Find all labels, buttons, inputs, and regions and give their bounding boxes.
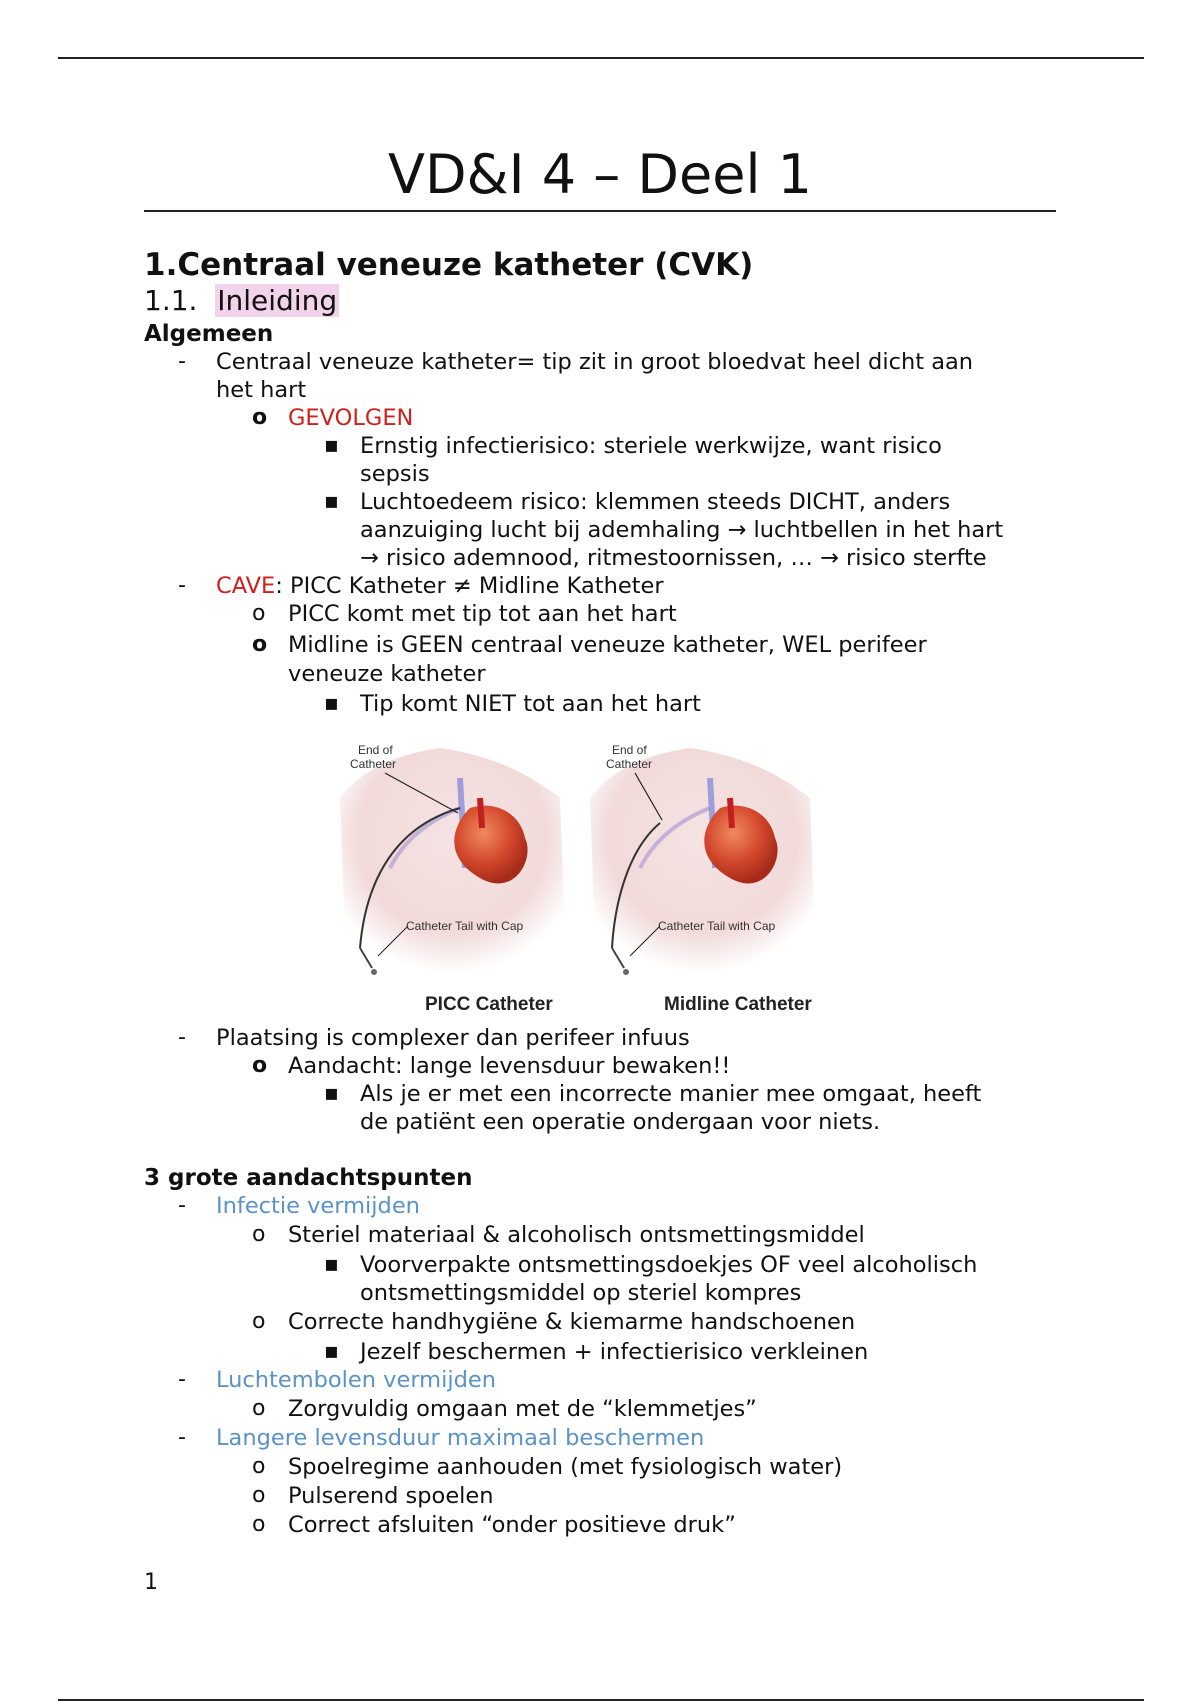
section-1-1-heading bbox=[144, 284, 339, 318]
circle-bullet: o bbox=[252, 1396, 266, 1421]
midline-end-label-1: End of bbox=[612, 743, 647, 757]
circle-bullet: o bbox=[252, 1222, 266, 1247]
cave-label: CAVE bbox=[216, 573, 276, 599]
dash-bullet: - bbox=[178, 1025, 186, 1050]
aandachtspunten-heading: 3 grote aandachtspunten bbox=[144, 1165, 473, 1191]
dash-bullet: - bbox=[178, 573, 186, 598]
infectie-label: Infectie vermijden bbox=[216, 1193, 420, 1219]
catheter-figure bbox=[330, 738, 850, 1018]
midline-illustration bbox=[590, 743, 815, 975]
page-title: VD&I 4 – Deel 1 bbox=[388, 143, 812, 206]
circle-bullet: o bbox=[252, 1053, 268, 1078]
picc-caption: PICC Catheter bbox=[425, 994, 553, 1015]
picc-end-label-2: Catheter bbox=[350, 757, 397, 771]
page-number: 1 bbox=[144, 1570, 158, 1595]
dash-bullet: - bbox=[178, 1367, 186, 1392]
square-bullet: ▪ bbox=[324, 1339, 339, 1364]
title-underline bbox=[144, 210, 1056, 212]
circle-bullet: o bbox=[252, 1483, 266, 1508]
circle-bullet: o bbox=[252, 1512, 266, 1537]
circle-bullet: o bbox=[252, 1309, 266, 1334]
luchtembolen-label: Luchtembolen vermijden bbox=[216, 1367, 496, 1393]
levensduur-label: Langere levensduur maximaal beschermen bbox=[216, 1425, 705, 1451]
subsection-number: 1.1. bbox=[144, 284, 198, 317]
circle-bullet: o bbox=[252, 632, 268, 657]
circle-bullet: o bbox=[252, 405, 268, 430]
square-bullet: ▪ bbox=[324, 1252, 339, 1277]
circle-bullet: o bbox=[252, 1454, 266, 1479]
square-bullet: ▪ bbox=[324, 433, 339, 458]
midline-tail-label: Catheter Tail with Cap bbox=[658, 919, 776, 933]
dash-bullet: - bbox=[178, 1193, 186, 1218]
section-1-heading bbox=[144, 247, 753, 283]
picc-end-label-1: End of bbox=[358, 743, 393, 757]
midline-end-label-2: Catheter bbox=[606, 757, 653, 771]
square-bullet: ▪ bbox=[324, 1081, 339, 1106]
square-bullet: ▪ bbox=[324, 489, 339, 514]
subsection-title: Inleiding bbox=[217, 284, 338, 317]
algemeen-heading: Algemeen bbox=[144, 321, 274, 347]
dash-bullet: - bbox=[178, 1425, 186, 1450]
circle-bullet: o bbox=[252, 601, 266, 626]
gevolgen-label: GEVOLGEN bbox=[288, 405, 414, 431]
picc-illustration bbox=[340, 743, 565, 975]
picc-tail-label: Catheter Tail with Cap bbox=[406, 919, 524, 933]
midline-caption: Midline Catheter bbox=[664, 994, 812, 1015]
square-bullet: ▪ bbox=[324, 691, 339, 716]
header-rule bbox=[58, 57, 1144, 59]
section-title: Centraal veneuze katheter (CVK) bbox=[177, 247, 754, 283]
dash-bullet: - bbox=[178, 349, 186, 374]
section-number: 1. bbox=[144, 247, 178, 283]
